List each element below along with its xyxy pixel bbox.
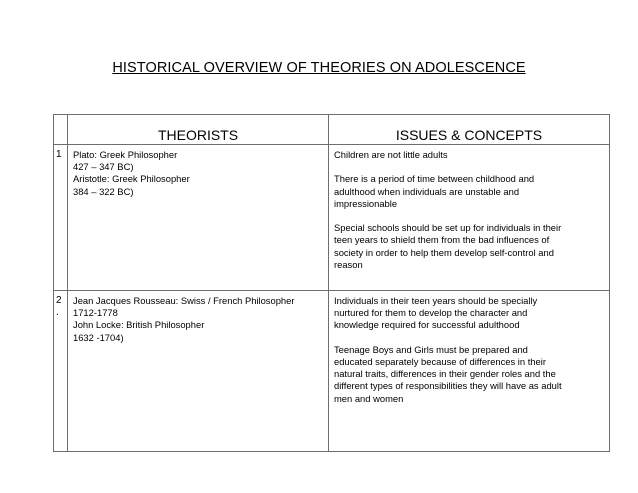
table-row xyxy=(54,145,610,291)
concept-paragraph: Children are not little adults xyxy=(334,149,448,160)
header-theorists: THEORISTS xyxy=(68,115,329,145)
document-title: HISTORICAL OVERVIEW OF THEORIES ON ADOLESCENCE xyxy=(112,60,526,76)
concept-paragraph: There is a period of time between childhood and adulthood when individuals are unstable and impressionable xyxy=(334,173,535,209)
table-header-row xyxy=(54,115,610,145)
theorist-line: 427 – 347 BC) xyxy=(73,161,134,173)
theorist-line: Aristotle: Greek Philosopher xyxy=(73,173,190,185)
concept-paragraph: Teenage Boys and Girls must be prepared and educated separately because of differences in their natural traits, differences in their gender roles and the different types of responsibilities they will have as adult men and women xyxy=(334,343,562,404)
theorist-line: 1632 -1704) xyxy=(73,331,124,343)
concept-paragraph: Individuals in their teen years should be specially nurtured for them to develop the character and knowledge required for successful adulthood xyxy=(334,295,538,331)
concepts-cell xyxy=(329,291,610,452)
table-row xyxy=(54,291,610,452)
header-number xyxy=(54,115,68,145)
header-issues-concepts: ISSUES & CONCEPTS xyxy=(329,115,610,145)
theorist-line: Plato: Greek Philosopher xyxy=(73,149,178,160)
theorists-cell xyxy=(68,291,329,452)
theorist-line: Jean Jacques Rousseau: Swiss / French Philosopher xyxy=(73,295,295,306)
concept-paragraph: Special schools should be set up for individuals in their teen years to shield them from the bad influences of society in order to help them develop self-control and reason xyxy=(334,222,562,270)
row-number: 1 xyxy=(54,145,68,291)
theorist-line: 384 – 322 BC) xyxy=(73,185,134,197)
theorist-line: John Locke: British Philosopher xyxy=(73,319,205,331)
row-number xyxy=(54,291,68,452)
theorist-line: 1712-1778 xyxy=(73,307,118,319)
theorists-cell xyxy=(68,145,329,291)
row-number-text: 2 . xyxy=(56,295,62,318)
theories-table xyxy=(53,114,610,452)
concepts-cell xyxy=(329,145,610,291)
